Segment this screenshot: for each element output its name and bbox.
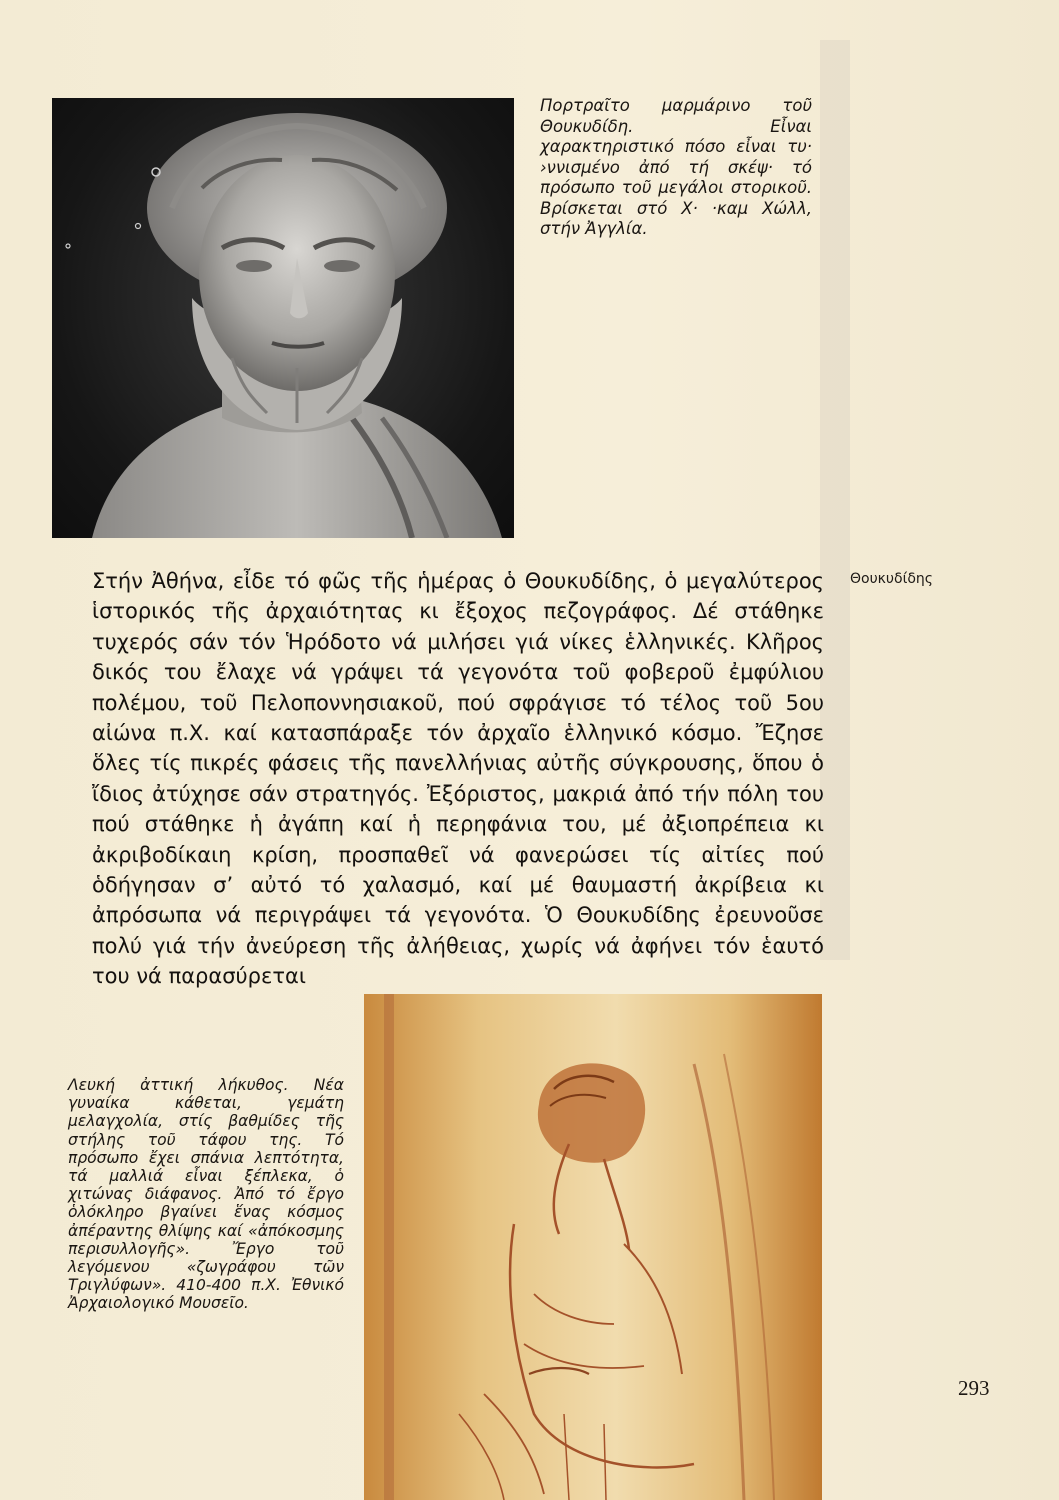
marble-bust-illustration bbox=[52, 98, 514, 538]
seated-woman-vase-painting bbox=[364, 994, 822, 1500]
portrait-caption: Πορτραῖτο μαρμάρινο τοῦ Θουκυδίδη. Εἶναι χαρακτηριστικό πόσο εἶναι τυ· ›ννισμένο ἀπό τή σκέψ· τό πρόσωπο τοῦ μεγάλοι στορικοῦ. Βρίσκεται στό Χ· ·καμ Χώλλ, στήν Ἀγγλία. bbox=[540, 96, 812, 238]
thucydides-portrait-photo bbox=[52, 98, 514, 538]
main-body-text: Στήν Ἀθήνα, εἶδε τό φῶς τῆς ἡμέρας ὁ Θουκυδίδης, ὁ μεγαλύτερος ἱστορικός τῆς ἀρχαιότητας κι ἔξοχος πεζογράφος. Δέ στάθηκε τυχερός σάν τόν Ἡρόδοτο νά μιλήσει γιά νίκες ἑλληνικές. Κλῆρος δικός του ἔλαχε νά γράψει τά γεγονότα τοῦ φοβεροῦ ἐμφύλιου πολέμου, τοῦ Πελοποννησιακοῦ, πού σφράγισε τό τέλος τοῦ 5ου αἰώνα π.Χ. καί κατασπάραξε τόν ἀρχαῖο ἑλληνικό κόσμο. Ἔζησε ὅλες τίς πικρές φάσεις τῆς πανελλήνιας αὐτῆς σύγκρουσης, ὅπου ὁ ἴδιος ἀτύχησε σάν στρατηγός. Ἐξόριστος, μακριά ἀπό τήν πόλη του πού στάθηκε ἡ ἀγάπη καί ἡ περηφάνια του, μέ ἀξιοπρέπεια κι ἀκριβοδίκαιη κρίση, προσπαθεῖ νά φανερώσει τίς αἰτίες πού ὁδήγησαν σ’ αὐτό τό χαλασμό, καί μέ θαυμαστή ἀκρίβεια κι ἀπρόσωπα νά περιγράψει τά γεγονότα. Ὁ Θουκυδίδης ἐρευνοῦσε πολύ γιά τήν ἀνεύρεση τῆς ἀλήθειας, χωρίς νά ἀφήνει τόν ἑαυτό του νά παρασύρεται bbox=[92, 569, 824, 989]
lekythos-photo bbox=[364, 994, 822, 1500]
vase-caption: Λευκή ἀττική λήκυθος. Νέα γυναίκα κάθεται, γεμάτη μελαγχολία, στίς βαθμίδες τῆς στήλης τοῦ τάφου της. Τό πρόσωπο ἔχει σπάνια λεπτότητα, τά μαλλιά εἶναι ξέπλεκα, ὁ χιτώνας διάφανος. Ἀπό τό ἔργο ὁλόκληρο βγαίνει ἕνας κόσμος ἀπέραντης θλίψης καί «ἀπόκοσμης περισυλλογῆς». Ἔργο τοῦ λεγόμενου «ζωγράφου τῶν Τριγλύφων». 410-400 π.Χ. Ἐθνικό Ἀρχαιολογικό Μουσεῖο. bbox=[68, 1076, 344, 1313]
page-number: 293 bbox=[958, 1376, 990, 1400]
page-show-through bbox=[820, 40, 850, 960]
margin-note: Θουκυδίδης bbox=[850, 571, 933, 587]
